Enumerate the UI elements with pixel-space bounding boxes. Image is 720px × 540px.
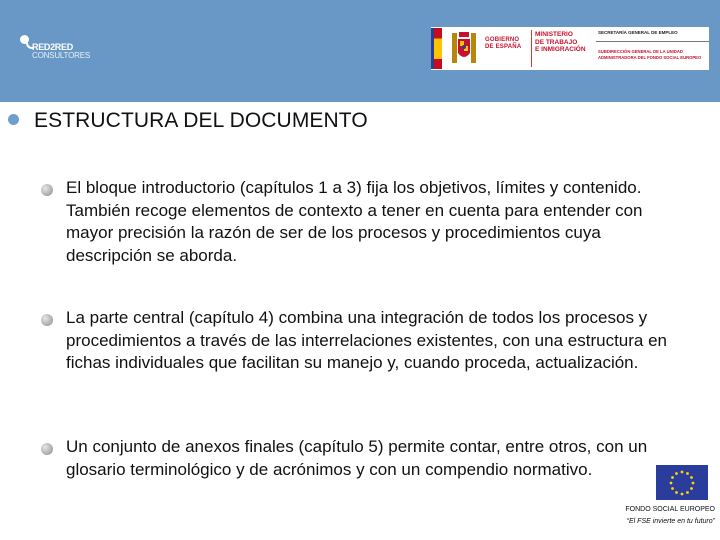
bullet-text-2: La parte central (capítulo 4) combina una integración de todos los procesos y procedimientos a través de las interrelaciones existentes, con una estructura en fichas individuales que facilitan su manejo y, cuando proceda, actualización.: [66, 308, 667, 372]
slide-title-row: [0, 106, 720, 136]
banner-divider: [531, 30, 532, 67]
eu-fund-motto: “El FSE invierte en tu futuro”: [626, 518, 715, 525]
eu-flag-icon: [656, 465, 708, 500]
eu-fund-caption: FONDO SOCIAL EUROPEO: [625, 506, 715, 513]
subdireccion-label: [598, 49, 701, 61]
bullet-text-3: Un conjunto de anexos finales (capítulo 5) permite contar, entre otros, con un glosario terminológico y de acrónimos y con un compendio normativo.: [66, 437, 648, 479]
secretaria-rule: [596, 41, 709, 42]
ministerio-label: [535, 31, 586, 54]
ministerio-line3: E INMIGRACIÓN: [535, 46, 586, 53]
red2red-logo: [18, 32, 98, 64]
flag-edge-stripe: [431, 28, 434, 69]
ministerio-line1: MINISTERIO: [535, 31, 573, 38]
subdireccion-line2: ADMINISTRADORA DEL FONDO SOCIAL EUROPEO: [598, 55, 702, 60]
bullet-icon: [41, 314, 53, 326]
title-bullet-icon: [8, 114, 19, 125]
header-band: [0, 0, 720, 102]
spain-flag-icon: [433, 28, 442, 69]
secretaria-label: SECRETARÍA GENERAL DE EMPLEO: [598, 30, 678, 35]
subdireccion-line1: SUBDIRECCIÓN GENERAL DE LA UNIDAD: [598, 49, 683, 54]
secretaria-block: [596, 27, 709, 70]
bullet-icon: [41, 443, 53, 455]
logo-line2: CONSULTORES: [32, 51, 90, 60]
ministerio-line2: DE TRABAJO: [535, 38, 578, 46]
gobierno-label: [485, 37, 521, 51]
coat-of-arms-icon: [449, 31, 479, 65]
gobierno-line1: GOBIERNO: [485, 37, 520, 43]
gobierno-line2: DE ESPAÑA: [485, 44, 522, 50]
ministry-banner: [431, 27, 709, 70]
bullet-text-1: El bloque introductorio (capítulos 1 a 3) fija los objetivos, límites y contenido. También recoge elementos de contexto a tener en cuenta para entender con mayor precisión la razón de ser de los procesos y procedimientos cuya descripción se aborda.: [66, 178, 643, 265]
logo-line1: RED2RED: [32, 42, 73, 52]
bullet-icon: [41, 184, 53, 196]
slide-title: ESTRUCTURA DEL DOCUMENTO: [34, 109, 368, 132]
